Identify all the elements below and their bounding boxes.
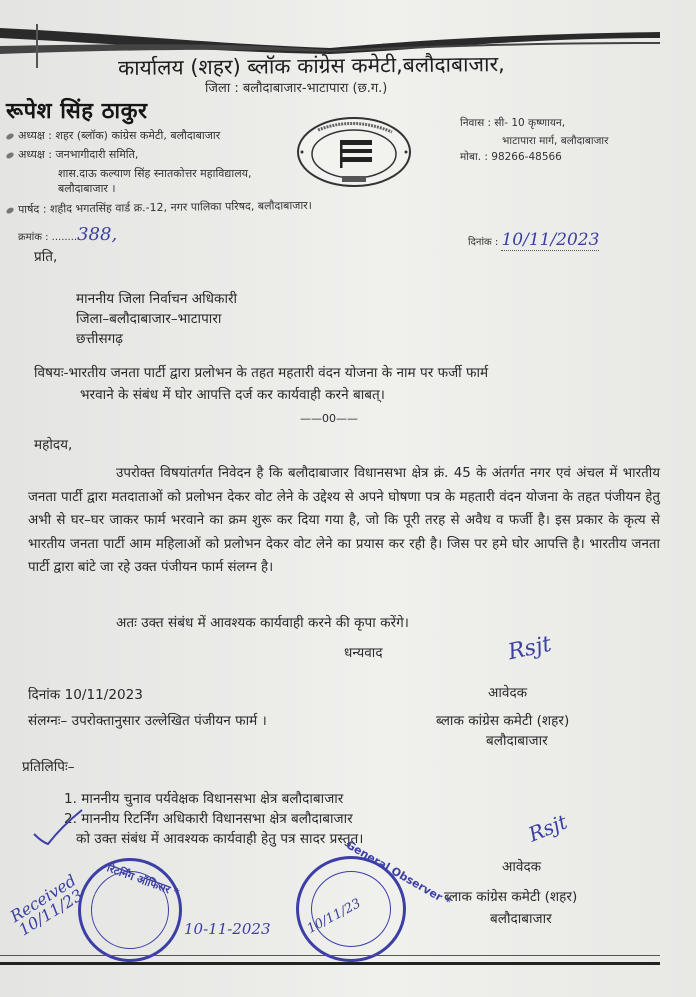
bullet-icon bbox=[5, 151, 14, 159]
role-line-4: बलौदाबाजार । bbox=[58, 182, 116, 195]
reference-number-value: 388, bbox=[77, 224, 118, 245]
letterhead-swoosh-decoration bbox=[0, 24, 660, 54]
copy-to-item-1: 1. माननीय चुनाव पर्यवेक्षक विधानसभा क्षेत्र बलौदाबाजार bbox=[64, 791, 344, 807]
applicant-signature: Rsjt bbox=[505, 631, 554, 666]
copy-applicant-org: ब्लाक कांग्रेस कमेटी (शहर) bbox=[444, 889, 578, 905]
residence-address-line2: भाटापारा मार्ग, बलौदाबाजार bbox=[502, 135, 609, 147]
body-paragraph: उपरोक्त विषयांतर्गत निवेदन है कि बलौदाबाजार विधानसभा क्षेत्र क्रं. 45 के अंतर्गत नगर एवं अंचल में भारतीय जनता पार्टी द्वारा मतदाताओं को प्रलोभन देकर वोट लेने के उद्देश्य से अपने घोषणा पत्र के महतारी वंदन योजना के तहत पंजीयन हेतु अभी से घर–घर जाकर फार्म भरवाने का क्रम शुरू कर दिया गया है, जो कि पूरी तरह से अवैध व फर्जी है। इस प्रकार के कृत्य से भारतीय जनता पार्टी आम महिलाओं को प्रलोभन देकर वोट लेने का प्रयास कर रही है। जिस पर हमे घोर आपत्ति है। भारतीय जनता पार्टी द्वारा बांटे जा रहे उक्त पंजीयन फार्म संलग्न है। bbox=[28, 466, 660, 575]
mobile-number: मोबा. : 98266-48566 bbox=[460, 151, 562, 163]
received-note: Received 10/11/23 bbox=[6, 870, 87, 940]
recipient-prefix: प्रति, bbox=[34, 249, 58, 265]
role-line-3: शास.दाऊ कल्याण सिंह स्नातकोत्तर महाविद्यालय, bbox=[58, 167, 252, 180]
copy-applicant-city: बलौदाबाजार bbox=[490, 911, 552, 927]
copy-signature: Rsjt bbox=[524, 809, 571, 847]
subject-line-2: भरवाने के संबंध में घोर आपत्ति दर्ज कर कार्यवाही करने बाबत्। bbox=[80, 387, 385, 403]
footer-rule-thick bbox=[0, 962, 660, 965]
thanks-line: धन्यवाद bbox=[344, 645, 383, 661]
recipient-line-2: जिला–बलौदाबाजार–भाटापारा bbox=[76, 311, 222, 327]
copy-to-item-2: 2. माननीय रिटर्निंग अधिकारी विधानसभा क्षेत्र बलौदाबाजार bbox=[64, 811, 353, 827]
district-line: जिला : बलौदाबाजार-भाटापारा (छ.ग.) bbox=[205, 81, 388, 96]
reference-date-value: 10/11/2023 bbox=[501, 230, 600, 250]
attachment-line: संलग्नः– उपरोक्तानुसार उल्लेखित पंजीयन फार्म । bbox=[28, 713, 267, 729]
checkmark-icon bbox=[32, 806, 84, 846]
bullet-icon bbox=[5, 132, 14, 140]
applicant-city: बलौदाबाजार bbox=[486, 733, 548, 749]
subject-separator: ——00—— bbox=[300, 412, 358, 425]
congress-logo bbox=[296, 116, 412, 188]
recipient-line-1: माननीय जिला निर्वाचन अधिकारी bbox=[76, 291, 238, 307]
recipient-line-3: छत्तीसगढ़ bbox=[76, 331, 123, 347]
copy-to-label: प्रतिलिपिः– bbox=[22, 759, 75, 775]
letterhead-vertical-rule bbox=[36, 24, 38, 68]
closing-date: दिनांक 10/11/2023 bbox=[28, 687, 143, 703]
sender-name: रूपेश सिंह ठाकुर bbox=[6, 99, 148, 124]
bullet-icon bbox=[5, 206, 14, 214]
reference-date: दिनांक : 10/11/2023 bbox=[468, 230, 600, 250]
copy-applicant-label: आवेदक bbox=[502, 859, 542, 875]
role-line-5: पार्षद : शहीद भगतसिंह वार्ड क्र.-12, नगर पालिका परिषद, बलौदाबाजार। bbox=[6, 198, 312, 217]
returning-officer-stamp: रिटर्निंग ऑफिसर * bbox=[78, 858, 182, 962]
copy-to-note: को उक्त संबंध में आवश्यक कार्यवाही हेतु पत्र सादर प्रस्तुत। bbox=[76, 831, 364, 847]
request-line: अतः उक्त संबंध में आवश्यक कार्यवाही करने की कृपा करेंगे। bbox=[116, 615, 409, 631]
salutation: महोदय, bbox=[34, 437, 73, 453]
general-observer-stamp: General Observer * 10/11/23 bbox=[296, 856, 406, 962]
residence-address: निवास : सी- 10 कृष्णायन, bbox=[460, 117, 566, 129]
role-line-2: अध्यक्ष : जनभागीदारी समिति, bbox=[6, 147, 138, 162]
subject-line-1: विषयः-भारतीय जनता पार्टी द्वारा प्रलोभन के तहत महतारी वंदन योजना के नाम पर फर्जी फार्म bbox=[34, 365, 489, 381]
stamp-date: 10-11-2023 bbox=[184, 920, 271, 938]
applicant-org: ब्लाक कांग्रेस कमेटी (शहर) bbox=[436, 713, 570, 729]
footer-rule-thin bbox=[0, 955, 660, 956]
applicant-label: आवेदक bbox=[488, 685, 528, 701]
role-line-1: अध्यक्ष : शहर (ब्लॉक) कांग्रेस कमेटी, बलौदाबाजार bbox=[6, 128, 220, 143]
reference-number: क्रमांक : ........388, bbox=[18, 224, 118, 245]
office-title: कार्यालय (शहर) ब्लॉक कांग्रेस कमेटी,बलौदाबाजार, bbox=[117, 51, 505, 81]
